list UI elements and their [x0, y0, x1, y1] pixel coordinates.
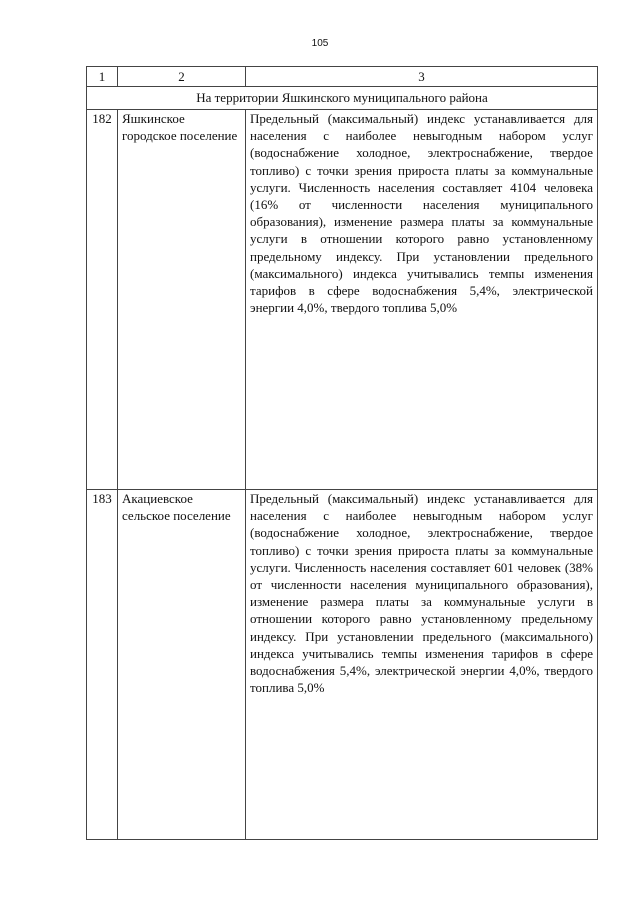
row-number: 182: [87, 110, 118, 490]
section-title: На территории Яшкинского муниципального района: [87, 87, 598, 110]
page-number: 105: [311, 38, 329, 49]
column-header-3: 3: [246, 67, 598, 87]
row-description-text: Предельный (максимальный) индекс устанавливается для населения с наиболее невыгодным набором услуг (водоснабжение холодное, электроснабжение, твердое топливо) с точки зрения прироста платы за коммунальные услуги. Численность населения составляет 601 человек (38% от численности населения муниципального образования), изменение размера платы за коммунальные услуги в отношении которого равно установленному предельному индексу. При установлении предельного (максимального) индекса учитывались темпы изменения тарифов в сфере водоснабжения 5,4%, электрической энергии 4,0%, твердого топлива 5,0%: [250, 491, 593, 696]
column-header-2: 2: [118, 67, 246, 87]
row-description: [246, 110, 598, 490]
table-row: [87, 110, 598, 490]
table-row: [87, 490, 598, 840]
row-description-text: Предельный (максимальный) индекс устанавливается для населения с наиболее невыгодным набором услуг (водоснабжение холодное, электроснабжение, твердое топливо) с точки зрения прироста платы за коммунальные услуги. Численность населения составляет 4104 человека (16% от численности населения муниципального образования), изменение размера платы за коммунальные услуги в отношении которого равно установленному предельному индексу. При установлении предельного (максимального) индекса учитывались темпы изменения тарифов в сфере водоснабжения 5,4%, электрической энергии 4,0%, твердого топлива 5,0%: [250, 111, 593, 316]
table-header-row: [87, 67, 598, 87]
row-number: 183: [87, 490, 118, 840]
settlement-name: Яшкинское городское поселение: [118, 110, 246, 490]
document-table: [86, 66, 598, 840]
settlement-name: Акациевское сельское поселение: [118, 490, 246, 840]
column-header-1: 1: [87, 67, 118, 87]
row-description: [246, 490, 598, 840]
section-title-row: [87, 87, 598, 110]
